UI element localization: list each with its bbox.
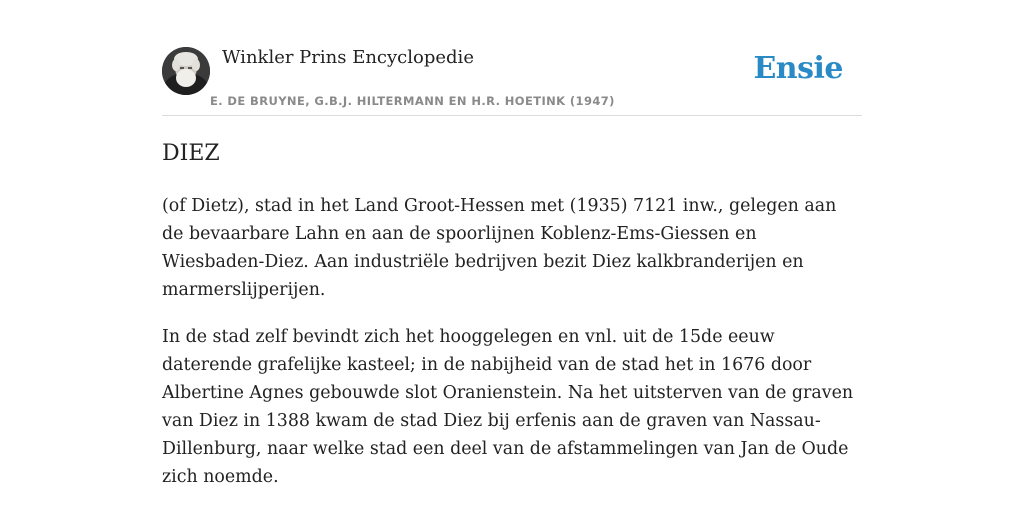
page (162, 0, 862, 512)
entry-paragraph: In de stad zelf bevindt zich het hooggelegen en vnl. uit de 15de eeuw daterende grafelijke kasteel; in de nabijheid van de stad het in 1676 door Albertine Agnes gebouwde slot Oranienstein. Na het uitsterven van de graven van Diez in 1388 kwam de stad Diez bij erfenis aan de graven van Nassau-Dillenburg, naar welke stad een deel van de afstammelingen van Jan de Oude zich noemde. (162, 327, 854, 487)
entry-paragraph: (of Dietz), stad in het Land Groot-Hessen met (1935) 7121 inw., gelegen aan de bevaarbare Lahn en aan de spoorlijnen Koblenz-Ems-Giessen en Wiesbaden-Diez. Aan industriële bedrijven bezit Diez kalkbranderijen en marmerslijperijen. (162, 196, 837, 300)
entry-body (162, 192, 862, 510)
ensie-logo[interactable]: Ensie (753, 51, 843, 86)
author-portrait-icon (162, 47, 210, 95)
source-authors: E. DE BRUYNE, G.B.J. HILTERMANN EN H.R. HOETINK (1947) (210, 94, 615, 108)
source-title[interactable]: Winkler Prins Encyclopedie (222, 47, 474, 68)
entry-title: DIEZ (162, 141, 220, 166)
header-divider (162, 115, 862, 116)
avatar[interactable] (162, 47, 210, 95)
